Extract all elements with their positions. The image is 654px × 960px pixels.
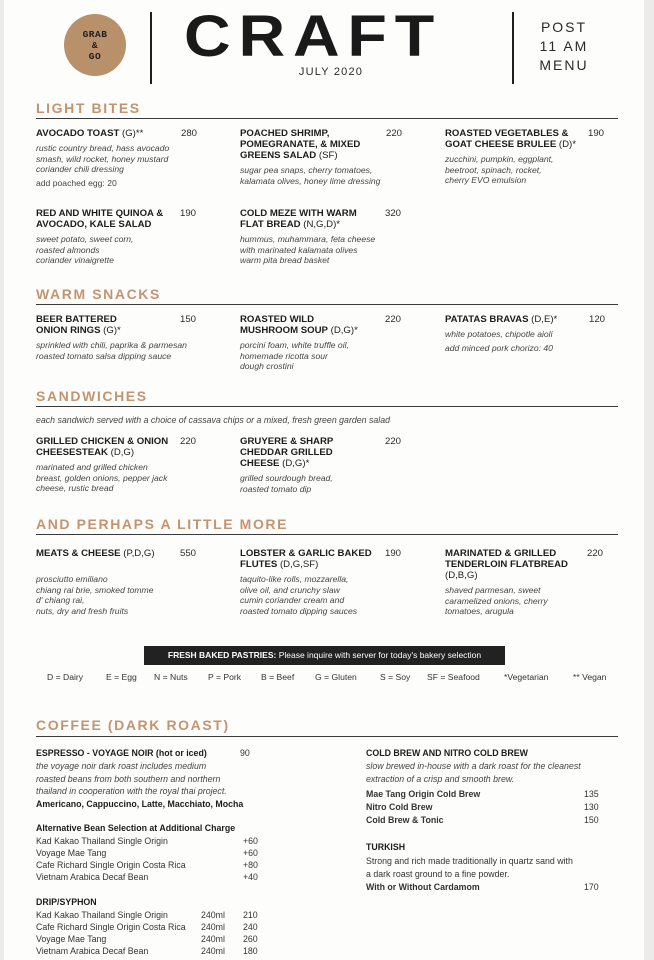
alt-bean-price: +60 [243, 848, 258, 858]
item-name [445, 548, 581, 581]
item-price: 220 [386, 128, 403, 139]
item-price: 190 [588, 128, 605, 139]
turkish-item: With or Without Cardamom [366, 882, 480, 892]
header-divider [150, 12, 152, 84]
desc-line: shaved parmesan, sweet [445, 585, 541, 595]
drip-size: 240ml [201, 934, 225, 944]
alt-bean-name: Voyage Mae Tang [36, 848, 107, 858]
item-description [240, 340, 410, 372]
desc-line: cherry EVO emulsion [445, 175, 527, 185]
item-name-text: LOBSTER & GARLIC BAKED FLUTES [240, 548, 372, 570]
item-note: add poached egg: 20 [36, 177, 117, 188]
legend-item: S = Soy [380, 672, 411, 682]
desc-line: thailand in cooperation with the royal thai project. [36, 786, 227, 796]
section-title-sandwiches: SANDWICHES [36, 388, 148, 404]
item-description [36, 234, 216, 266]
desc-line: taquito-like rolls, mozzarella, [240, 574, 349, 584]
item-price: 220 [385, 436, 402, 447]
item-description [36, 340, 226, 361]
item-name-text: AVOCADO TOAST [36, 128, 120, 139]
desc-line: prosciutto emiliano [36, 574, 108, 584]
desc-line: nuts, dry and fresh fruits [36, 605, 129, 616]
drip-name: Cafe Richard Single Origin Costa Rica [36, 922, 186, 932]
legend-item: ** Vegan [573, 672, 607, 682]
item-description [36, 462, 226, 494]
desc-line: coriander vinaigrette [36, 255, 114, 265]
badge-line: & [91, 39, 99, 51]
cold-brew-price: 130 [584, 802, 599, 812]
section-rule [36, 534, 618, 535]
item-description [240, 473, 410, 494]
item-name [36, 208, 176, 230]
desc-line: beetroot, spinach, rocket, [445, 164, 542, 175]
item-tag: (D,E)* [528, 314, 558, 325]
item-price: 190 [385, 548, 402, 559]
turkish-description [366, 855, 626, 880]
menu-item [36, 548, 226, 616]
item-description [445, 585, 620, 617]
item-description [240, 574, 410, 616]
cold-brew-description [366, 760, 626, 785]
item-name-text: MARINATED & GRILLED TENDERLOIN FLATBREAD [445, 548, 568, 570]
desc-line: hummus, muhammara, feta cheese [240, 234, 376, 244]
menu-item [36, 436, 226, 494]
drip-name: Voyage Mae Tang [36, 934, 107, 944]
alt-bean-price: +40 [243, 872, 258, 882]
desc-line: grilled sourdough bread, [240, 473, 333, 483]
item-description [36, 143, 216, 175]
item-name [240, 548, 382, 570]
desc-line: with marinated kalamata olives [240, 244, 358, 255]
desc-line: d' chiang rai, [36, 595, 85, 605]
post-line: POST [540, 19, 588, 35]
cold-brew-name: Nitro Cold Brew [366, 802, 433, 812]
legend-item: *Vegetarian [504, 672, 549, 682]
grab-and-go-badge [64, 14, 126, 76]
menu-item [36, 128, 216, 188]
menu-page [4, 0, 644, 960]
item-tag: (G)** [119, 128, 144, 139]
alt-bean-price: +80 [243, 860, 258, 870]
desc-line: roasted beans from both southern and northern [36, 773, 221, 784]
desc-line: Strong and rich made traditionally in quartz sand with [366, 856, 573, 866]
legend-item: N = Nuts [154, 672, 188, 682]
item-tag: (N,G,D)* [300, 219, 341, 230]
desc-line: chiang rai brie, smoked tomme [36, 584, 154, 595]
badge-line: GRAB [82, 28, 108, 40]
item-tag: (SF) [316, 150, 338, 161]
section-title-light-bites: LIGHT BITES [36, 100, 141, 116]
drip-size: 240ml [201, 946, 225, 956]
section-rule [36, 118, 618, 119]
item-name-text: ROASTED VEGETABLES & GOAT CHEESE BRULEE [445, 128, 569, 150]
drip-title: DRIP/SYPHON [36, 897, 97, 907]
menu-item [36, 208, 216, 266]
menu-item [240, 436, 410, 494]
desc-line: porcini foam, white truffle oil, [240, 340, 349, 350]
item-tag: (D,G)* [279, 458, 310, 469]
pastry-title: FRESH BAKED PASTRIES: [167, 650, 277, 660]
item-name-text: MEATS & CHEESE [36, 548, 121, 559]
desc-line: roasted tomato dip [240, 483, 312, 494]
item-name [36, 314, 146, 336]
desc-line: caramelized onions, cherry [445, 595, 548, 606]
item-price: 150 [180, 314, 197, 325]
drip-price: 180 [243, 946, 258, 956]
drip-size: 240ml [201, 910, 225, 920]
cold-brew-name: Cold Brew & Tonic [366, 815, 444, 825]
desc-line: tomatoes, arugula [445, 606, 514, 616]
craft-logo [182, 6, 444, 62]
item-price: 220 [385, 314, 402, 325]
desc-line: breast, golden onions, pepper jack [36, 472, 168, 483]
section-title-more: AND PERHAPS A LITTLE MORE [36, 516, 289, 532]
item-name [445, 128, 585, 150]
drip-price: 260 [243, 934, 258, 944]
desc-line: rustic country bread, hass avocado [36, 143, 170, 153]
legend-item: SF = Seafood [427, 672, 480, 682]
item-price: 190 [180, 208, 197, 219]
item-name-text: COLD MEZE WITH WARM FLAT BREAD [240, 208, 357, 230]
menu-time-label [528, 18, 600, 75]
alt-bean-name: Vietnam Arabica Decaf Bean [36, 872, 149, 882]
espresso-price: 90 [240, 748, 250, 758]
desc-line: sprinkled with chili, paprika & parmesan [36, 340, 187, 350]
item-description [445, 329, 620, 340]
item-description [240, 165, 410, 186]
section-rule [36, 304, 618, 305]
menu-date: JULY 2020 [298, 66, 364, 78]
menu-item [445, 128, 620, 186]
desc-line: roasted tomato dipping sauces [240, 605, 358, 616]
item-tag: (D,G) [107, 447, 135, 458]
drip-price: 210 [243, 910, 258, 920]
item-name-text: PATATAS BRAVAS [445, 314, 529, 325]
item-note: add minced pork chorizo: 40 [445, 342, 553, 353]
item-name-text: BEER BATTERED ONION RINGS [36, 314, 117, 336]
item-tag: (D,B,G) [445, 570, 478, 581]
menu-item [240, 128, 410, 186]
section-rule [36, 736, 618, 737]
desc-line: zucchini, pumpkin, eggplant, [445, 154, 554, 164]
legend-item: P = Pork [208, 672, 242, 682]
item-name [240, 128, 372, 161]
desc-line: roasted tomato salsa dipping sauce [36, 350, 172, 361]
item-name [240, 208, 375, 230]
desc-line: cheese, rustic bread [36, 483, 114, 493]
item-name-text: ROASTED WILD MUSHROOM SOUP [240, 314, 328, 336]
desc-line: roasted almonds [36, 244, 100, 255]
espresso-drinks: Americano, Cappuccino, Latte, Macchiato, Mocha [36, 799, 244, 809]
desc-line: coriander chili dressing [36, 164, 124, 174]
post-line: MENU [539, 57, 589, 73]
sandwich-note: each sandwich served with a choice of cassava chips or a mixed, fresh green garden salad [36, 415, 391, 425]
logo-text: CRAFT [184, 6, 442, 62]
desc-line: a dark roast ground to a fine powder. [366, 868, 510, 879]
item-name-text: GRILLED CHICKEN & ONION CHEESESTEAK [36, 436, 169, 458]
desc-line: marinated and grilled chicken [36, 462, 148, 472]
header-divider [512, 12, 514, 84]
drip-name: Vietnam Arabica Decaf Bean [36, 946, 149, 956]
desc-line: sugar pea snaps, cherry tomatoes, [240, 165, 373, 175]
legend-item: G = Gluten [315, 672, 357, 682]
item-name-text: GRUYERE & SHARP CHEDDAR GRILLED CHEESE [240, 436, 334, 469]
post-line: 11 AM [539, 38, 589, 54]
alt-bean-title: Alternative Bean Selection at Additional Charge [36, 823, 236, 833]
item-description [445, 154, 620, 186]
menu-item [240, 208, 410, 266]
item-price: 320 [385, 208, 402, 219]
menu-item [445, 548, 620, 617]
legend-item: B = Beef [261, 672, 295, 682]
item-price: 220 [180, 436, 197, 447]
item-name [36, 548, 226, 559]
desc-line: slow brewed in-house with a dark roast for the cleanest [366, 761, 581, 771]
drip-price: 240 [243, 922, 258, 932]
pastry-banner [144, 646, 505, 665]
item-name-text: POACHED SHRIMP, POMEGRANATE, & MIXED GREENS SALAD [240, 128, 361, 161]
alt-bean-name: Cafe Richard Single Origin Costa Rica [36, 860, 186, 870]
item-tag: (D,G,SF) [277, 559, 319, 570]
item-description [240, 234, 410, 266]
menu-item [240, 314, 410, 372]
item-price: 120 [589, 314, 606, 325]
desc-line: dough crostini [240, 361, 294, 371]
legend-item: D = Dairy [47, 672, 84, 682]
legend-item: E = Egg [106, 672, 137, 682]
turkish-title: TURKISH [366, 842, 406, 852]
item-tag: (D)* [556, 139, 576, 150]
alt-bean-name: Kad Kakao Thailand Single Origin [36, 836, 168, 846]
cold-brew-name: Mae Tang Origin Cold Brew [366, 789, 481, 799]
item-price: 220 [587, 548, 604, 559]
desc-line: white potatoes, chipotle aioli [445, 329, 553, 339]
desc-line: homemade ricotta sour [240, 350, 328, 361]
espresso-title: ESPRESSO - VOYAGE NOIR (hot or iced) [36, 748, 207, 758]
cold-brew-price: 150 [584, 815, 599, 825]
item-name-text: RED AND WHITE QUINOA & AVOCADO, KALE SALAD [36, 208, 164, 230]
desc-line: kalamata olives, honey lime dressing [240, 175, 381, 186]
pastry-text: Please inquire with server for today's bakery selection [276, 650, 482, 660]
desc-line: the voyage noir dark roast includes medium [36, 761, 207, 771]
desc-line: olive oil, and crunchy slaw [240, 584, 340, 595]
drip-name: Kad Kakao Thailand Single Origin [36, 910, 168, 920]
drip-size: 240ml [201, 922, 225, 932]
item-tag: (P,D,G) [120, 548, 155, 559]
turkish-price: 170 [584, 882, 599, 892]
menu-item [445, 314, 620, 353]
desc-line: warm pita bread basket [240, 255, 330, 265]
desc-line: smash, wild rocket, honey mustard [36, 153, 169, 164]
cold-brew-price: 135 [584, 789, 599, 799]
item-price: 280 [181, 128, 198, 139]
cold-brew-title: COLD BREW AND NITRO COLD BREW [366, 748, 528, 758]
espresso-description [36, 760, 286, 798]
alt-bean-price: +60 [243, 836, 258, 846]
item-tag: (G)* [100, 325, 121, 336]
item-name [240, 314, 360, 336]
section-rule [36, 406, 618, 407]
desc-line: cumin coriander cream and [240, 595, 345, 605]
item-tag: (D,G)* [327, 325, 358, 336]
section-title-coffee: COFFEE (DARK ROAST) [36, 717, 230, 733]
item-name [240, 436, 350, 469]
badge-line: GO [88, 50, 102, 62]
menu-item [240, 548, 410, 616]
item-description [36, 574, 226, 616]
item-price: 550 [180, 548, 197, 559]
section-title-warm-snacks: WARM SNACKS [36, 286, 161, 302]
desc-line: extraction of a crisp and smooth brew. [366, 773, 515, 784]
desc-line: sweet potato, sweet corn, [36, 234, 134, 244]
item-name [36, 436, 181, 458]
menu-item [36, 314, 226, 361]
